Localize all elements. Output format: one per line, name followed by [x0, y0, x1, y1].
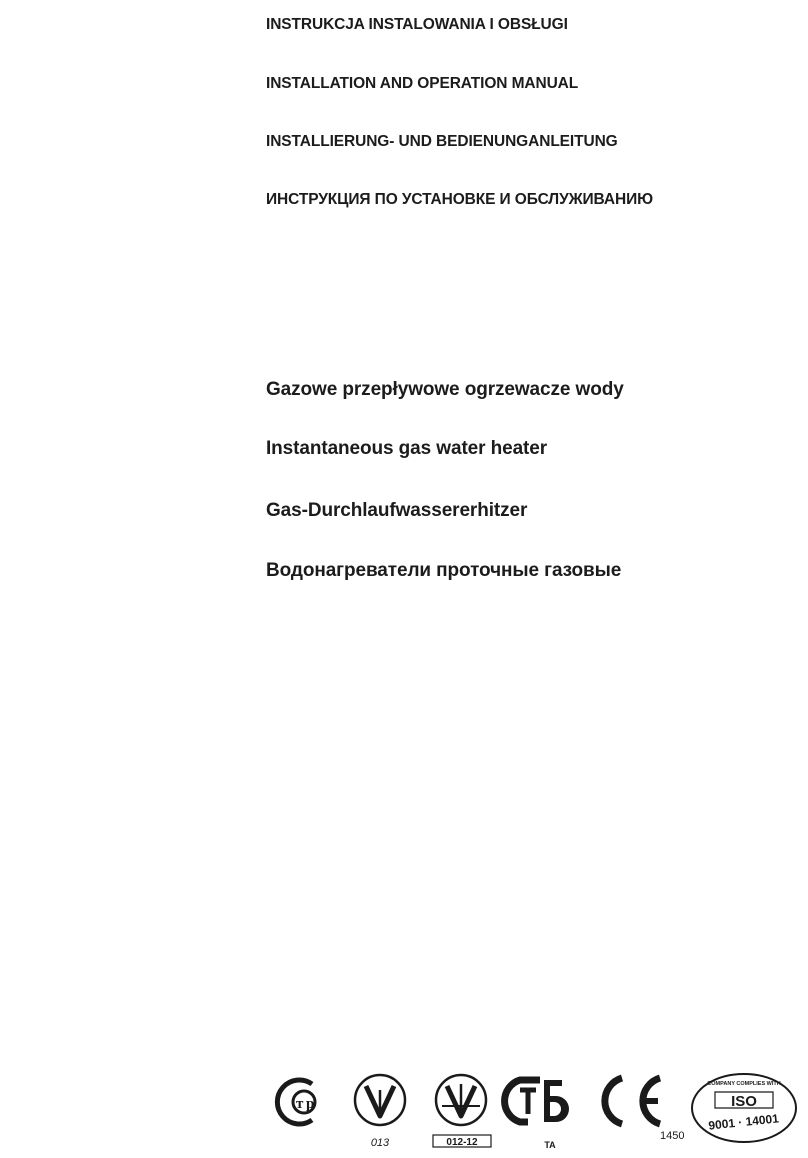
iso-standards: 9001 · 14001 [707, 1111, 780, 1133]
iso-top-text: COMPANY COMPLIES WITH [707, 1081, 781, 1087]
ce-mark-icon [605, 1078, 660, 1124]
manual-title-english: INSTALLATION AND OPERATION MANUAL [266, 75, 579, 92]
ce-notified-body-number: 1450 [660, 1130, 685, 1142]
manual-title-polish: INSTRUKCJA INSTALOWANIA I OBSŁUGI [266, 16, 568, 33]
manual-title-russian: ИНСТРУКЦИЯ ПО УСТАНОВКЕ И ОБСЛУЖИВАНИЮ [266, 191, 653, 208]
iso-label: ISO [731, 1093, 757, 1110]
product-title-russian: Водонагреватели проточные газовые [266, 560, 622, 581]
mark-4-code: TA [544, 1140, 556, 1150]
product-title-english: Instantaneous gas water heater [266, 438, 548, 459]
svg-text:т: т [296, 1096, 304, 1112]
ukr-conformity-mark-2-icon [436, 1075, 486, 1125]
eac-style-certification-icon [505, 1080, 569, 1122]
product-title-german: Gas-Durchlaufwassererhitzer [266, 500, 528, 521]
ukr-conformity-mark-icon [355, 1075, 405, 1125]
mark-3-code: 012-12 [446, 1137, 478, 1148]
svg-text:р: р [306, 1096, 315, 1112]
mark-2-code: 013 [370, 1137, 390, 1149]
product-title-polish: Gazowe przepływowe ogrzewacze wody [266, 379, 624, 400]
manual-title-german: INSTALLIERUNG- UND BEDIENUNGANLEITUNG [266, 133, 618, 150]
certification-marks [270, 1072, 800, 1152]
gost-r-certification-icon [277, 1080, 315, 1124]
